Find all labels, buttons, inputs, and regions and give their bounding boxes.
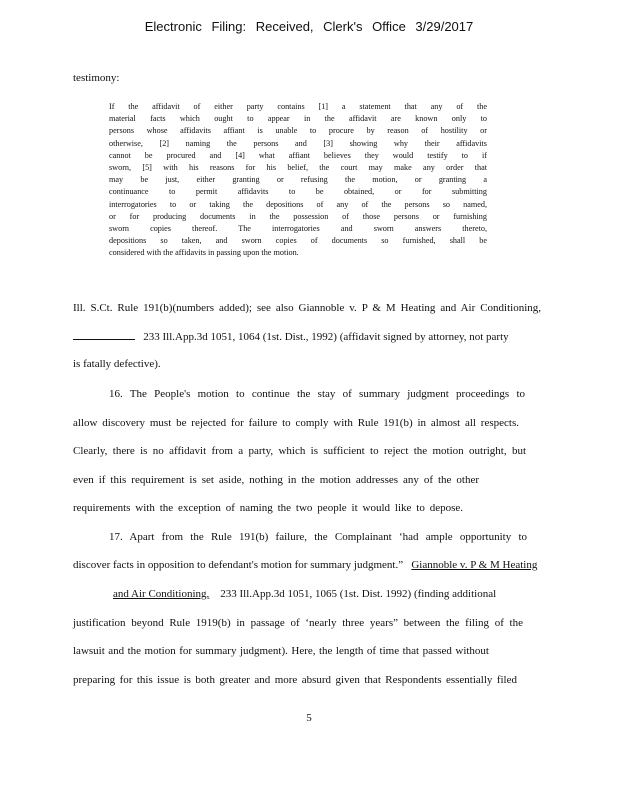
- para-17-line: preparing for this issue is both greater and more absurd given that Respondents essentially filed: [73, 674, 517, 686]
- citation-text: 233 Ill.App.3d 1051, 1064 (1st. Dist., 1992) (affidavit signed by attorney, not party: [143, 331, 509, 343]
- block-quote: [109, 101, 487, 259]
- para-16-line: even if this requirement is set aside, nothing in the motion addresses any of the other: [73, 474, 479, 486]
- case-name: and Air Conditioning,: [113, 588, 210, 600]
- para-17-line-2: [73, 559, 573, 571]
- para-17-text: discover facts in opposition to defendant's motion for summary judgment.”: [73, 559, 404, 571]
- quote-line: persons whose affidavits affiant is unable to procure by reason of hostility or: [109, 126, 487, 136]
- citation-line-2: [73, 330, 541, 343]
- para-16-line: 16. The People's motion to continue the stay of summary judgment proceedings to: [109, 388, 525, 400]
- para-17-line-3: [73, 588, 528, 600]
- intro-text: testimony:: [73, 72, 120, 84]
- para-17-text: 233 Ill.App.3d 1051, 1065 (1st. Dist. 1992) (finding additional: [220, 588, 497, 600]
- quote-line: considered with the affidavits in passing upon the motion.: [109, 248, 299, 258]
- quote-line: or for producing documents in the possession of those persons or furnishing: [109, 211, 487, 221]
- efiling-header: Electronic Filing: Received, Clerk's Office 3/29/2017: [144, 19, 474, 34]
- quote-line: sworn, [5] with his reasons for his belief, the court may make any order that: [109, 162, 487, 172]
- para-17-line: 17. Apart from the Rule 191(b) failure, the Complainant ‘had ample opportunity to: [109, 531, 527, 543]
- quote-line: otherwise, [2] naming the persons and [3] showing why their affidavits: [109, 138, 487, 148]
- quote-line: may be just, either granting or refusing the motion, or granting a: [109, 175, 487, 185]
- quote-line: If the affidavit of either party contains [1] a statement that any of the: [109, 102, 487, 111]
- quote-line: continuance to permit affidavits to be obtained, or for submitting: [109, 187, 487, 197]
- quote-line: interrogatories to or taking the depositions of any of the persons so named,: [109, 199, 487, 209]
- quote-line: material facts which ought to appear in the affidavit are known only to: [109, 114, 487, 124]
- citation-line: Ill. S.Ct. Rule 191(b)(numbers added); see also Giannoble v. P & M Heating and Air Conditioning,: [73, 302, 541, 314]
- para-17-line: lawsuit and the motion for summary judgment). Here, the length of time that passed without: [73, 645, 489, 657]
- quote-line: sworn copies thereof. The interrogatories and sworn answers thereto,: [109, 223, 487, 233]
- citation-line: is fatally defective).: [73, 358, 161, 370]
- citation-blank: [73, 330, 135, 340]
- case-name: Giannoble v. P & M Heating: [411, 559, 538, 571]
- para-16-line: requirements with the exception of naming the two people it would like to depose.: [73, 502, 463, 514]
- quote-line: cannot be procured and [4] what affiant believes they would testify to if: [109, 150, 487, 160]
- para-16-line: Clearly, there is no affidavit from a party, which is sufficient to reject the motion outright, but: [73, 445, 526, 457]
- para-16-line: allow discovery must be rejected for failure to comply with Rule 191(b) in almost all respects.: [73, 417, 519, 429]
- quote-line: depositions so taken, and sworn copies of documents so furnished, shall be: [109, 236, 487, 246]
- page-number: 5: [306, 712, 312, 724]
- para-17-line: justification beyond Rule 1919(b) in passage of ‘nearly three years” between the filing of the: [73, 617, 523, 629]
